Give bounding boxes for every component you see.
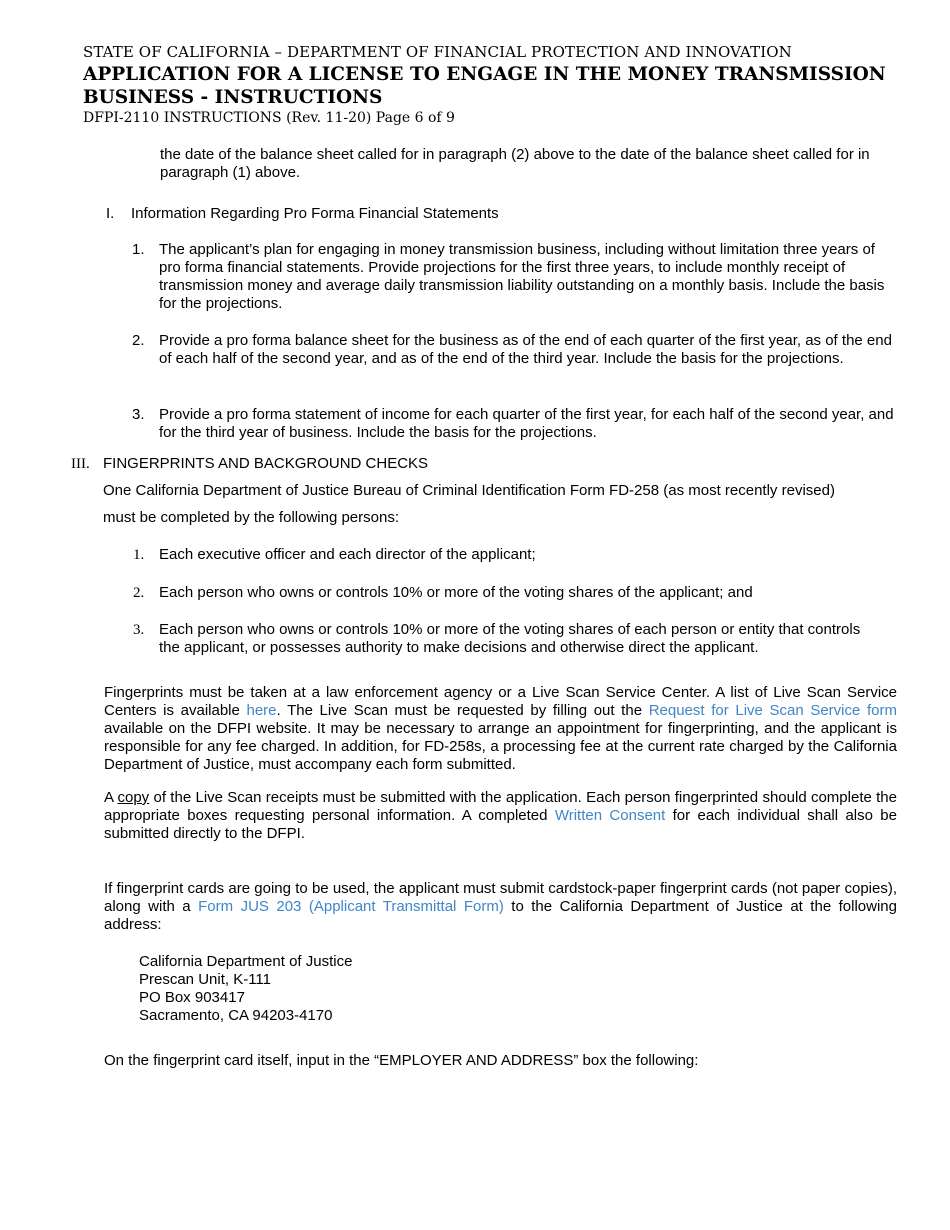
here-link[interactable]: here — [246, 702, 277, 719]
written-consent-link[interactable]: Written Consent — [554, 807, 666, 824]
receipts-paragraph — [104, 789, 897, 843]
paragraph-text: If fingerprint cards are going to be used, the applicant must submit cardstock-paper fingerprint cards (not paper copies), along with a — [104, 880, 897, 915]
paragraph-text: A — [104, 789, 118, 806]
section-iii-heading: FINGERPRINTS AND BACKGROUND CHECKS — [103, 455, 429, 472]
address-line: Sacramento, CA 94203-4170 — [139, 1007, 333, 1024]
fingerprint-cards-paragraph — [104, 880, 897, 934]
address-line: California Department of Justice — [139, 953, 353, 970]
address-line: Prescan Unit, K-111 — [139, 971, 272, 988]
section-iii-marker: III. — [71, 456, 90, 472]
section-iii-item-text: Each person who owns or controls 10% or more of the voting shares of each person or entity that controls the applicant, or possesses authority to make decisions and otherwise direct the applicant. — [159, 621, 861, 656]
section-iii-intro-line-2: must be completed by the following persons: — [103, 509, 399, 526]
section-iii-item-text: Each executive officer and each director of the applicant; — [159, 546, 536, 563]
underlined-copy-text: copy — [117, 789, 150, 806]
address-line: PO Box 903417 — [139, 989, 245, 1006]
form-jus-203-link[interactable]: Form JUS 203 (Applicant Transmittal Form) — [198, 898, 504, 915]
section-i-heading: Information Regarding Pro Forma Financial Statements — [131, 205, 499, 222]
section-iii-item-number: 3. — [133, 622, 145, 638]
paragraph-text: Fingerprints must be taken at a law enforcement agency or a Live Scan Service Center. A list of Live Scan Service Centers is available — [104, 684, 897, 719]
section-iii-item-text: Each person who owns or controls 10% or more of the voting shares of the applicant; and — [159, 584, 753, 601]
paragraph-text: for each individual shall also be submitted directly to the DFPI. — [104, 807, 897, 842]
section-i-item-number: 1. — [132, 241, 145, 258]
live-scan-paragraph — [104, 684, 897, 774]
section-i-marker: I. — [106, 205, 115, 222]
section-i-item-text: Provide a pro forma balance sheet for the business as of the end of each quarter of the first year, as of the end of each half of the second year, and as of the end of the third year. Include the basis for the projections. — [159, 332, 892, 367]
section-iii-intro-line-1: One California Department of Justice Bureau of Criminal Identification Form FD-258 (as most recently revised) — [103, 482, 835, 499]
section-i-item-number: 3. — [132, 406, 145, 423]
paragraph-text: available on the DFPI website. It may be necessary to arrange an appointment for fingerprinting, and the applicant is responsible for any fee charged. In addition, for FD-258s, a processing fee at the current rate charged by the California Department of Justice, must accompany each form submitted. — [104, 720, 897, 773]
section-i-item-text: Provide a pro forma statement of income for each quarter of the first year, for each half of the second year, and for the third year of business. Include the basis for the projections. — [159, 406, 894, 441]
paragraph-text: . The Live Scan must be requested by filling out the — [276, 702, 649, 719]
live-scan-request-form-link[interactable]: Request for Live Scan Service form — [648, 702, 897, 719]
paragraph-text: to the California Department of Justice at the following address: — [104, 898, 897, 933]
section-iii-item-number: 1. — [133, 547, 145, 563]
state-department-line: STATE OF CALIFORNIA – DEPARTMENT OF FINANCIAL PROTECTION AND INNOVATION — [83, 43, 792, 61]
section-iii-item-number: 2. — [133, 585, 145, 601]
paragraph-text: of the Live Scan receipts must be submitted with the application. Each person fingerprinted should complete the appropriate boxes requesting personal information. A completed — [104, 789, 897, 824]
section-i-item-text: The applicant’s plan for engaging in money transmission business, including without limitation three years of pro forma financial statements. Provide projections for the first three years, to include monthly receipt of transmission money and average daily transmission liability outstanding on a monthly basis. Include the basis for the projections. — [159, 241, 885, 312]
form-page-line: DFPI-2110 INSTRUCTIONS (Rev. 11-20) Page 6 of 9 — [83, 110, 455, 126]
continuation-paragraph: the date of the balance sheet called for in paragraph (2) above to the date of the balance sheet called for in paragraph (1) above. — [160, 146, 870, 181]
address-block — [139, 953, 352, 1025]
document-title: APPLICATION FOR A LICENSE TO ENGAGE IN THE MONEY TRANSMISSION BUSINESS - INSTRUCTIONS — [83, 64, 886, 108]
section-i-item-number: 2. — [132, 332, 145, 349]
employer-address-instruction: On the fingerprint card itself, input in the “EMPLOYER AND ADDRESS” box the following: — [104, 1052, 699, 1069]
